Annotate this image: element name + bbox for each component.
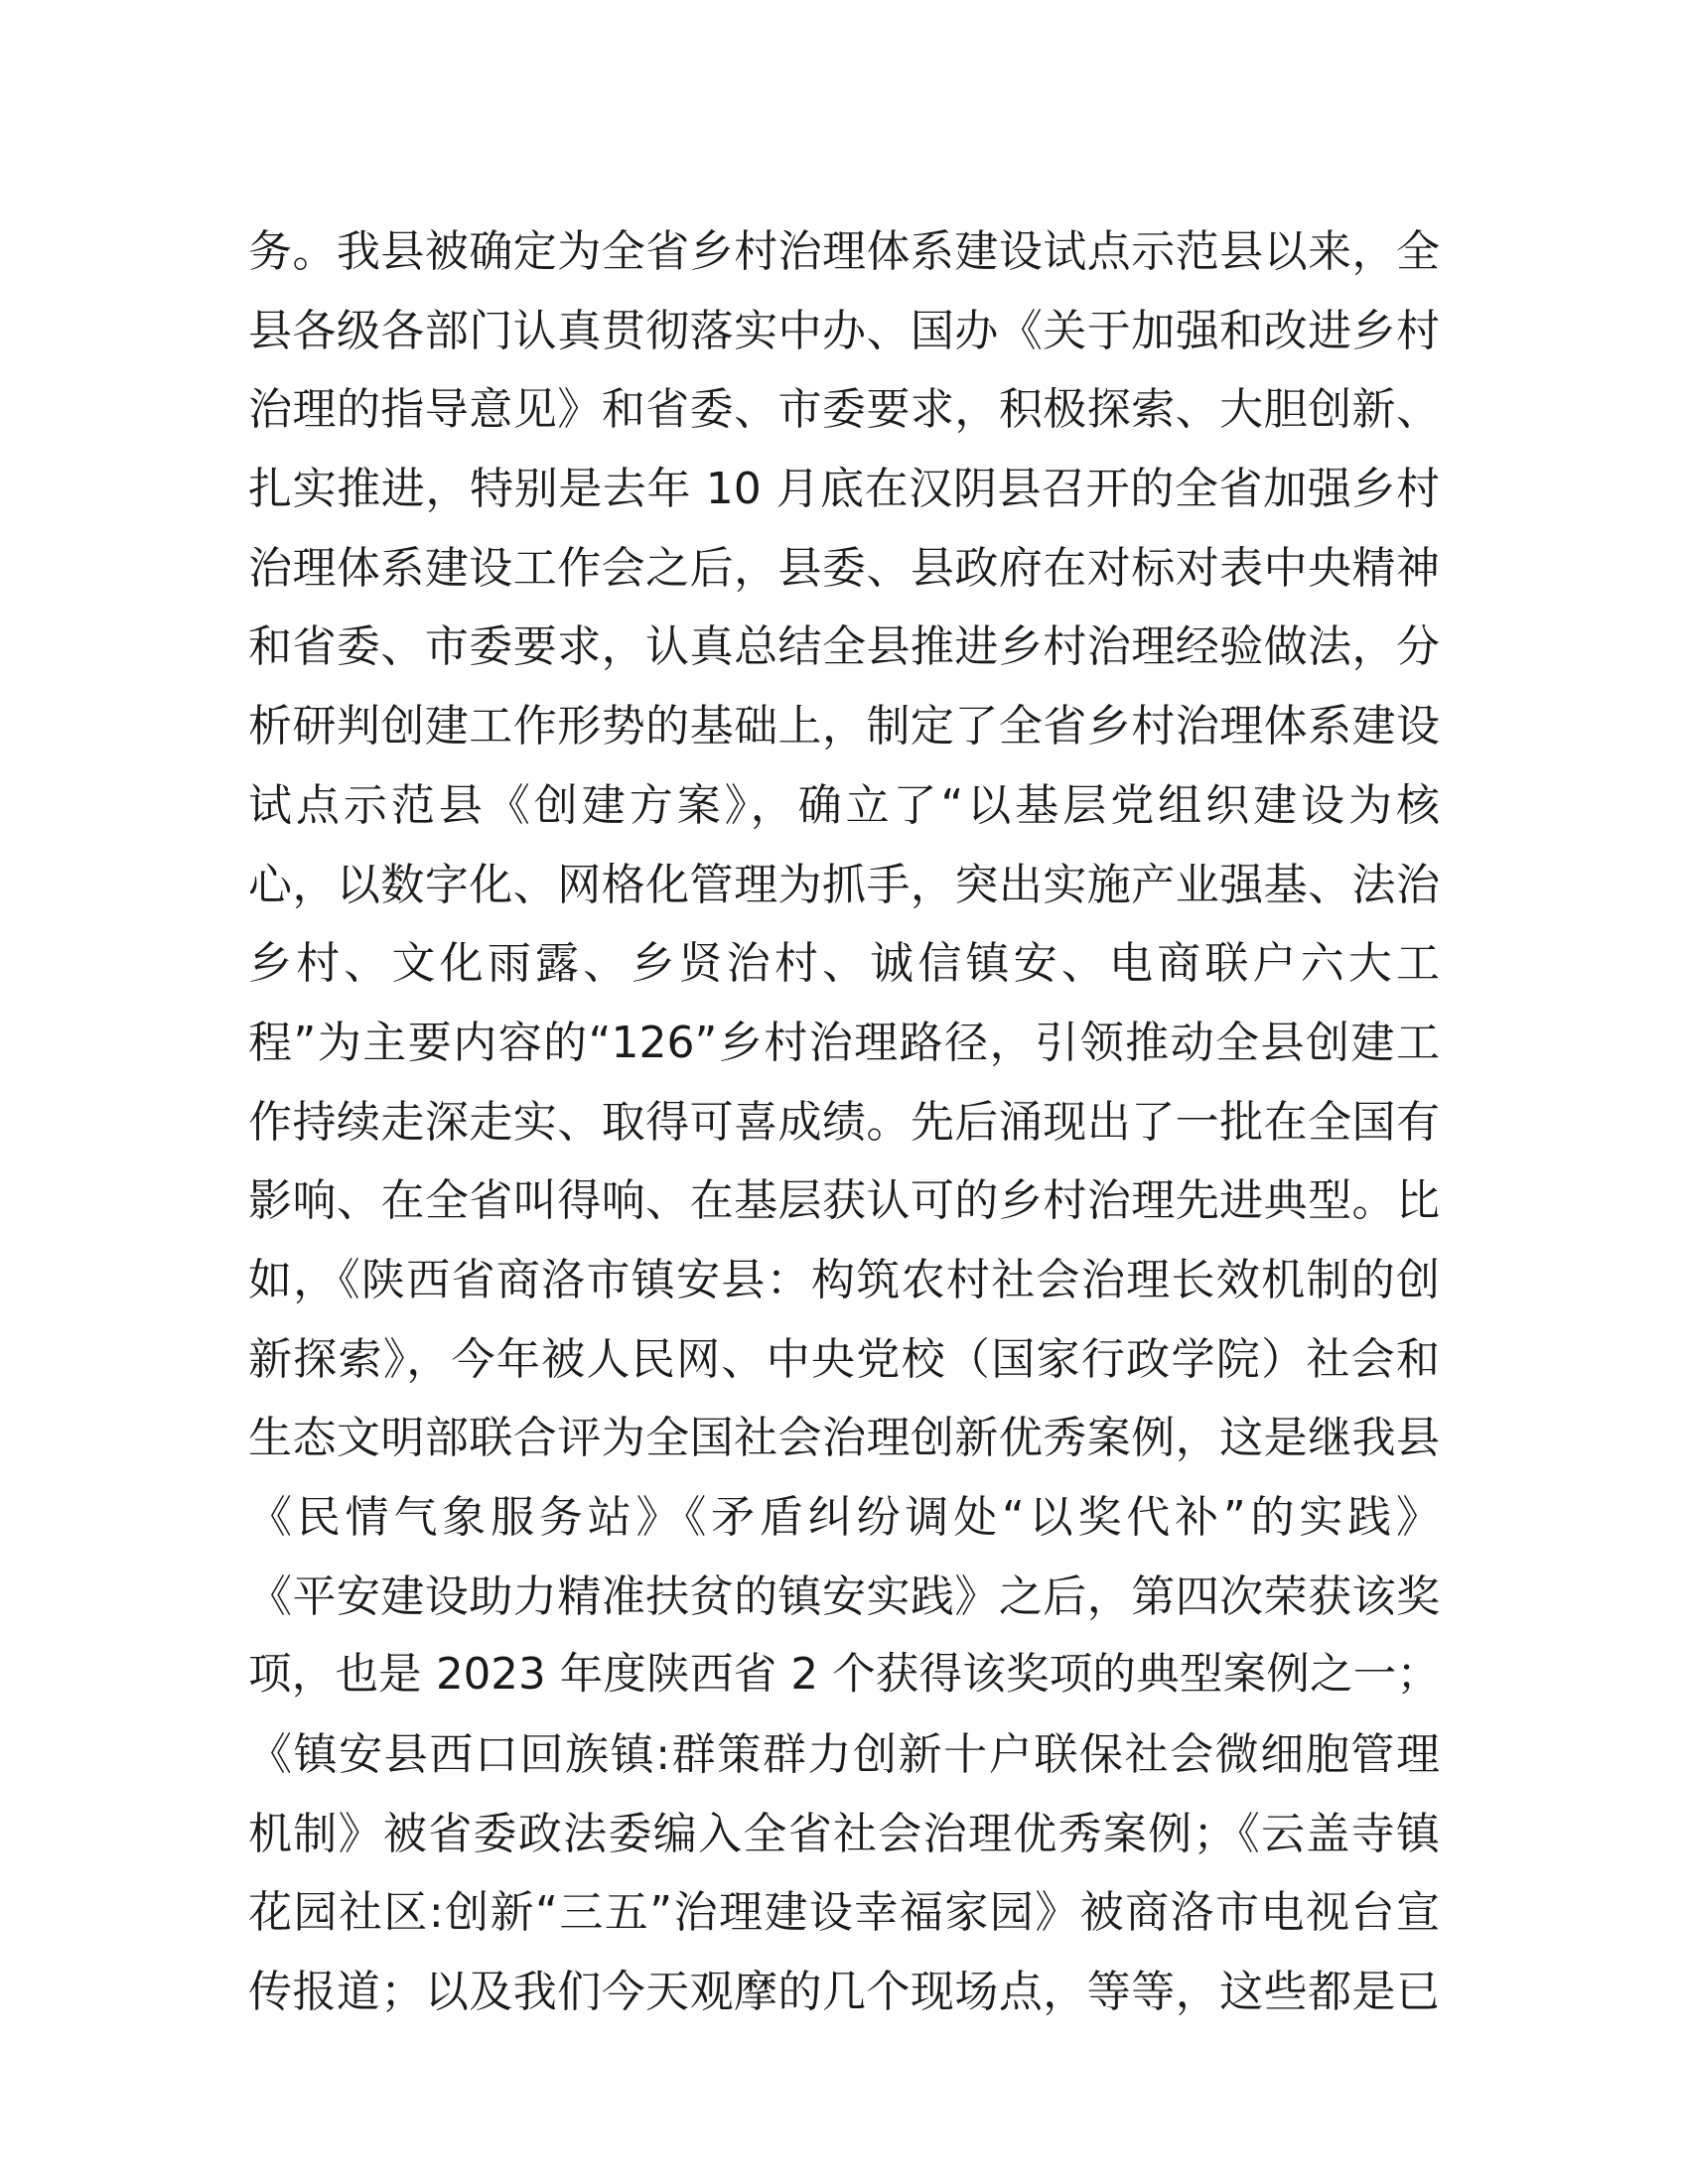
- text-line: 生态文明部联合评为全国社会治理创新优秀案例，这是继我县: [248, 1413, 1440, 1464]
- text-line: 扎实推进，特别是去年 10 月底在汉阴县召开的全省加强乡村: [248, 464, 1440, 515]
- text-line: 传报道；以及我们今天观摩的几个现场点，等等，这些都是已: [248, 1967, 1440, 2018]
- text-line: 《镇安县西口回族镇:群策群力创新十户联保社会微细胞管理: [248, 1729, 1440, 1781]
- text-line: 作持续走深走实、取得可喜成绩。先后涌现出了一批在全国有: [248, 1096, 1440, 1148]
- text-line: 务。我县被确定为全省乡村治理体系建设试点示范县以来，全: [248, 226, 1440, 277]
- text-line: 项，也是 2023 年度陕西省 2 个获得该奖项的典型案例之一；: [248, 1650, 1440, 1701]
- body-paragraph: [248, 212, 1440, 2032]
- text-line: 治理体系建设工作会之后，县委、县政府在对标对表中央精神: [248, 542, 1440, 594]
- text-line: 和省委、市委要求，认真总结全县推进乡村治理经验做法，分: [248, 621, 1440, 673]
- text-line: 程”为主要内容的“126”乡村治理路径，引领推动全县创建工: [248, 1017, 1440, 1068]
- text-line: 析研判创建工作形势的基础上，制定了全省乡村治理体系建设: [248, 701, 1440, 752]
- text-line: 花园社区:创新“三五”治理建设幸福家园》被商洛市电视台宣: [248, 1887, 1440, 1939]
- text-line: 《民情气象服务站》《矛盾纠纷调处“以奖代补”的实践》: [248, 1492, 1440, 1543]
- text-line: 乡村、文化雨露、乡贤治村、诚信镇安、电商联户六大工: [248, 938, 1440, 990]
- text-line: 试点示范县《创建方案》，确立了“以基层党组织建设为核: [248, 779, 1440, 831]
- text-line: 县各级各部门认真贯彻落实中办、国办《关于加强和改进乡村: [248, 305, 1440, 356]
- text-line: 心，以数字化、网格化管理为抓手，突出实施产业强基、法治: [248, 859, 1440, 910]
- text-line: 机制》被省委政法委编入全省社会治理优秀案例；《云盖寺镇: [248, 1808, 1440, 1859]
- text-line: 如，《陕西省商洛市镇安县：构筑农村社会治理长效机制的创: [248, 1254, 1440, 1305]
- text-line: 新探索》，今年被人民网、中央党校（国家行政学院）社会和: [248, 1333, 1440, 1385]
- text-line: 《平安建设助力精准扶贫的镇安实践》之后，第四次荣获该奖: [248, 1570, 1440, 1622]
- text-line: 治理的指导意见》和省委、市委要求，积极探索、大胆创新、: [248, 384, 1440, 436]
- text-line: 影响、在全省叫得响、在基层获认可的乡村治理先进典型。比: [248, 1175, 1440, 1227]
